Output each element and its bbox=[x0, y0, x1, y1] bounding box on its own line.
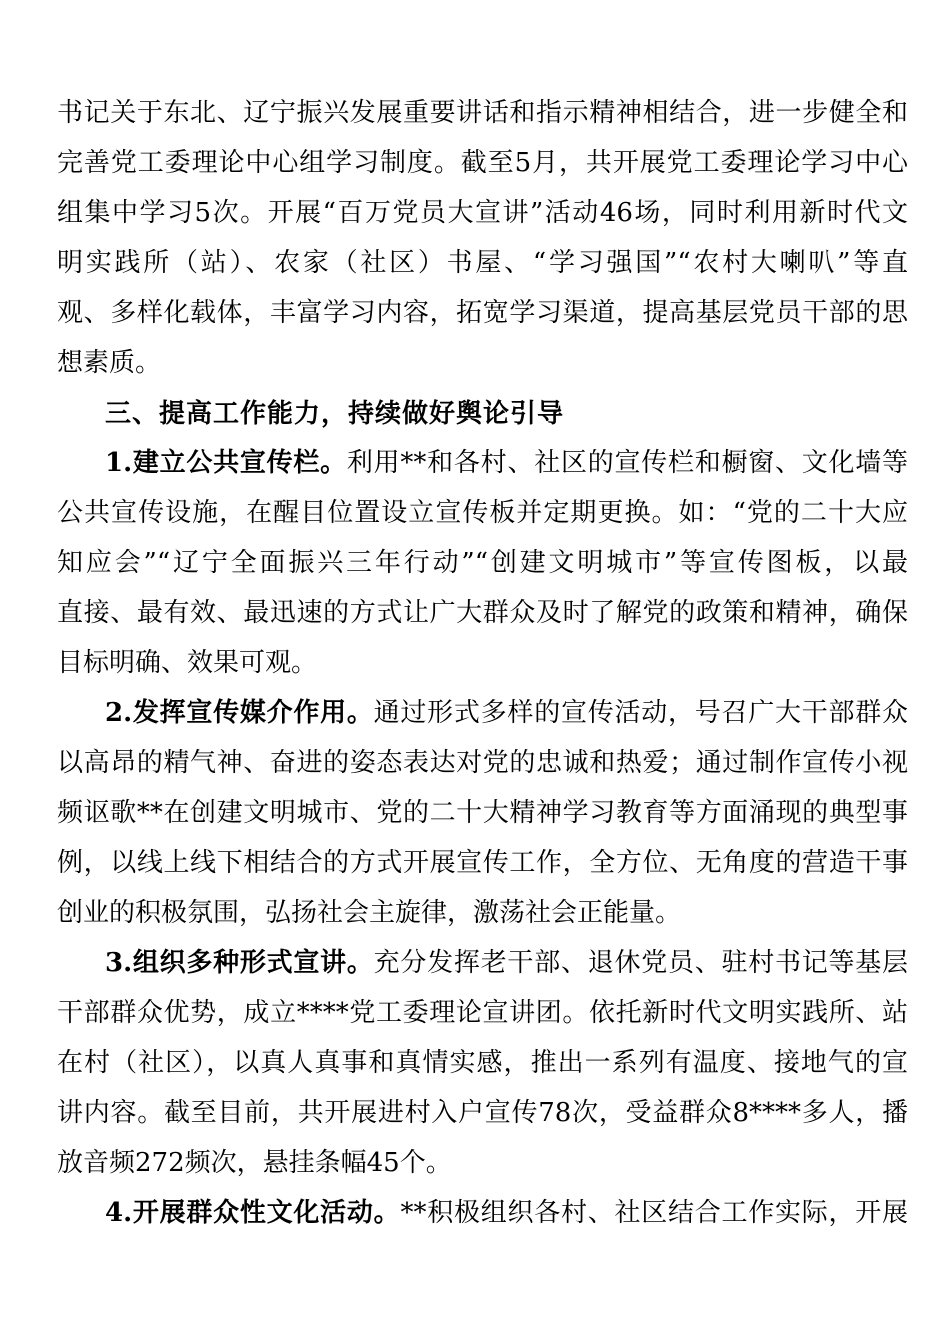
text-line bbox=[57, 1138, 908, 1188]
paragraph-text: 目标明确、效果可观。 bbox=[57, 648, 318, 678]
paragraph-text: 公共宣传设施，在醒目位置设立宣传板并定期更换。如：“党的二十大应 bbox=[57, 498, 908, 528]
text-line bbox=[57, 538, 908, 588]
text-line bbox=[57, 238, 908, 288]
text-line bbox=[57, 738, 908, 788]
text-line bbox=[57, 338, 908, 388]
paragraph-text: **积极组织各村、社区结合工作实际，开展 bbox=[400, 1198, 908, 1228]
text-line bbox=[57, 788, 908, 838]
heading-text: 三、提高工作能力，持续做好舆论引导 bbox=[105, 398, 565, 428]
paragraph-text: 想素质。 bbox=[57, 348, 162, 378]
paragraph-lead-bold: 3.组织多种形式宣讲。 bbox=[105, 948, 374, 978]
document-body bbox=[57, 88, 908, 1238]
text-line bbox=[57, 938, 908, 988]
paragraph-text: 干部群众优势，成立****党工委理论宣讲团。依托新时代文明实践所、站 bbox=[57, 998, 908, 1028]
text-line bbox=[57, 688, 908, 738]
paragraph-lead-bold: 4.开展群众性文化活动。 bbox=[105, 1198, 401, 1228]
paragraph-text: 在村（社区），以真人真事和真情实感，推出一系列有温度、接地气的宣 bbox=[57, 1048, 908, 1078]
paragraph-text: 充分发挥老干部、退休党员、驻村书记等基层 bbox=[373, 948, 908, 978]
paragraph-lead-bold: 1.建立公共宣传栏。 bbox=[105, 448, 347, 478]
paragraph-text: 组集中学习5次。开展“百万党员大宣讲”活动46场，同时利用新时代文 bbox=[57, 198, 908, 228]
text-line bbox=[57, 488, 908, 538]
paragraph-text: 以高昂的精气神、奋进的姿态表达对党的忠诚和热爱；通过制作宣传小视 bbox=[57, 748, 908, 778]
paragraph-text: 放音频272频次，悬挂条幅45个。 bbox=[57, 1148, 452, 1178]
paragraph-text: 通过形式多样的宣传活动，号召广大干部群众 bbox=[373, 698, 908, 728]
paragraph-text: 观、多样化载体，丰富学习内容，拓宽学习渠道，提高基层党员干部的思 bbox=[57, 298, 908, 328]
paragraph-lead-bold: 2.发挥宣传媒介作用。 bbox=[105, 698, 374, 728]
text-line bbox=[57, 188, 908, 238]
paragraph-text: 创业的积极氛围，弘扬社会主旋律，激荡社会正能量。 bbox=[57, 898, 682, 928]
paragraph-text: 例，以线上线下相结合的方式开展宣传工作，全方位、无角度的营造干事 bbox=[57, 848, 908, 878]
text-line bbox=[57, 1038, 908, 1088]
text-line bbox=[57, 638, 908, 688]
paragraph-text: 完善党工委理论中心组学习制度。截至5月，共开展党工委理论学习中心 bbox=[57, 148, 908, 178]
paragraph-text: 知应会”“辽宁全面振兴三年行动”“创建文明城市”等宣传图板，以最 bbox=[57, 548, 908, 578]
paragraph-text: 明实践所（站）、农家（社区）书屋、“学习强国”“农村大喇叭”等直 bbox=[57, 248, 908, 278]
text-line bbox=[57, 838, 908, 888]
paragraph-text: 讲内容。截至目前，共开展进村入户宣传78次，受益群众8****多人，播 bbox=[57, 1098, 908, 1128]
paragraph-text: 利用**和各村、社区的宣传栏和橱窗、文化墙等 bbox=[346, 448, 908, 478]
text-line bbox=[57, 438, 908, 488]
text-line bbox=[57, 88, 908, 138]
text-line bbox=[57, 138, 908, 188]
paragraph-text: 直接、最有效、最迅速的方式让广大群众及时了解党的政策和精神，确保 bbox=[57, 598, 908, 628]
text-line bbox=[57, 888, 908, 938]
section-heading bbox=[57, 388, 908, 438]
paragraph-text: 书记关于东北、辽宁振兴发展重要讲话和指示精神相结合，进一步健全和 bbox=[57, 98, 908, 128]
text-line bbox=[57, 1088, 908, 1138]
text-line bbox=[57, 288, 908, 338]
text-line bbox=[57, 588, 908, 638]
text-line bbox=[57, 1188, 908, 1238]
paragraph-text: 频讴歌**在创建文明城市、党的二十大精神学习教育等方面涌现的典型事 bbox=[57, 798, 908, 828]
text-line bbox=[57, 988, 908, 1038]
